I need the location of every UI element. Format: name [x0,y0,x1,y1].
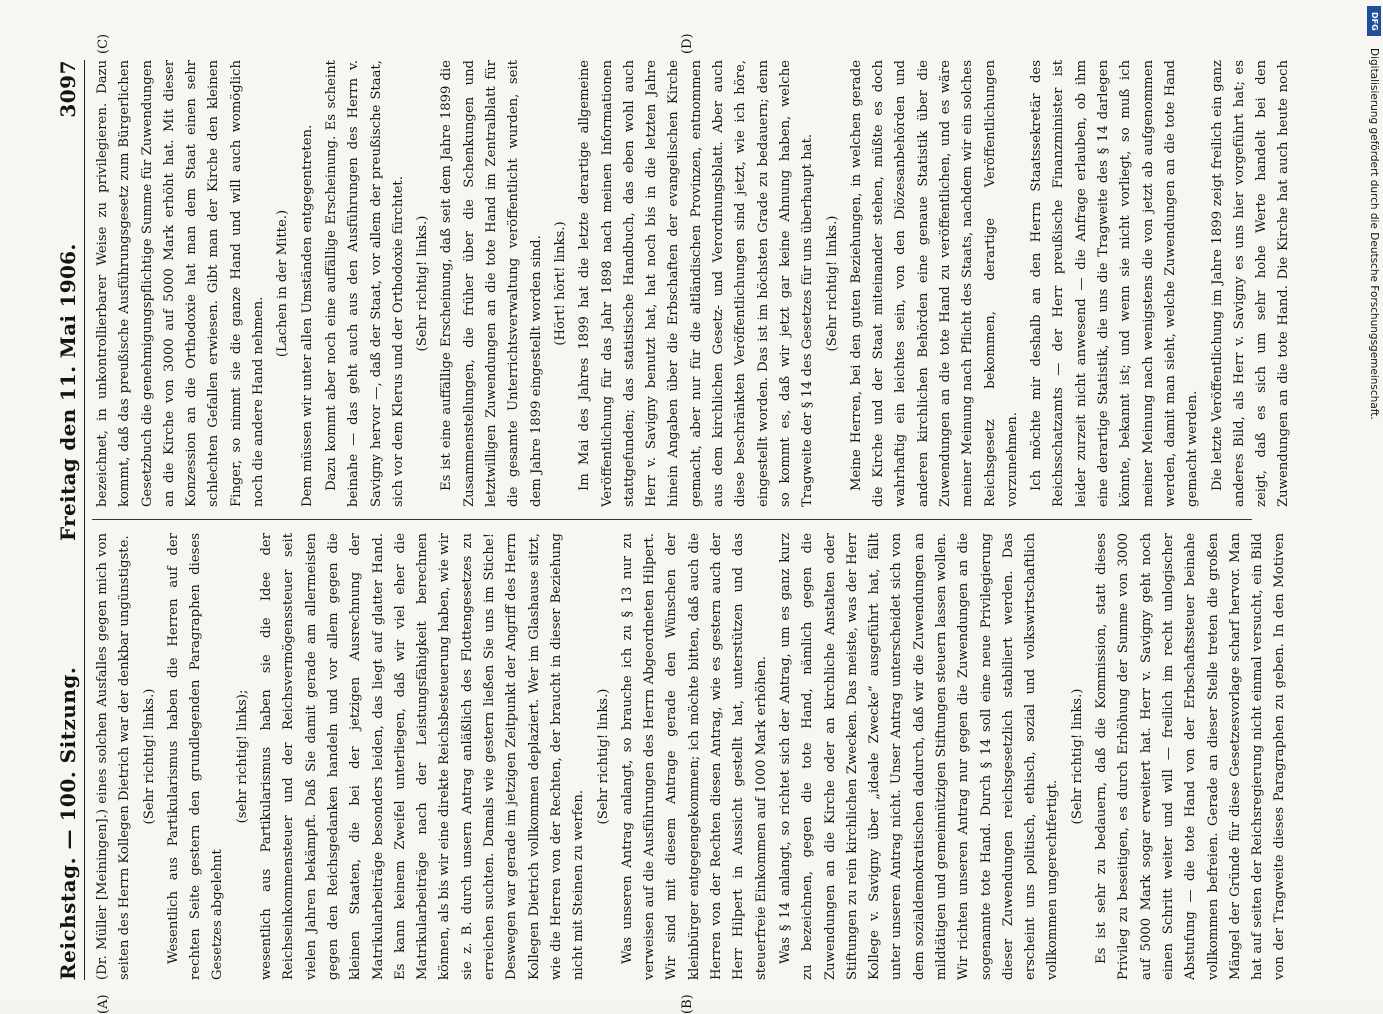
running-head [40,60,85,980]
rotated-page-content [40,20,1340,1014]
paragraph: (Dr. Müller [Meiningen].) eines solchen Ausfalles gegen mich von seiten des Herrn Kollegen Dietrich war der denkbar ungünstigste. [95,533,133,980]
paragraph: Was unseren Antrag anlangt, so brauche ich zu § 13 nur zu verweisen auf die Ausführungen des Herrn Abgeordneten Hilpert. Wir sind mit diesem Antrage gerade den Wünschen der kleinbürger entgegengekommen; ich möchte bitten, daß auch die Herren von der Rechten diesen Antrag, wie es gestern auch der Herr Hilpert in Aussicht gestellt hat, unterstützen und das steuerfreie Einkommen auf 1000 Mark erhöhen. [619,533,769,980]
header-date: Freitag den 11. Mai 1906. [56,243,80,541]
dfg-logo: DFG [1367,6,1381,36]
margin-mark-d: (D) [680,33,695,54]
interjection: (Sehr richtig! links.) [415,215,431,352]
column-right [92,60,1292,507]
interjection: (sehr richtig! links); [234,689,250,824]
header-left: Reichstag. — 100. Sitzung. [56,666,80,980]
page-number: 3097 [56,60,80,118]
paragraph: Dazu kommt aber noch eine auffällige Erscheinung. Es scheint beinahe — das geht auch aus den Ausführungen des Herrn v. Savigny hervor —, daß der Staat, vor allem der preußische Staat, sich vor dem Klerus und der Orthodoxie fürchtet. [323,60,406,507]
margin-mark-c: (C) [96,33,111,54]
paragraph: bezeichnet, in unkontrollierbarer Weise zu privilegieren. Dazu kommt, daß das preußische Ausführungsgesetz zum Bürgerlichen Gesetzbuch die genehmigungspflichtige Summe für Zuwendungen an die Kirche von 3000 auf 5000 Mark erhöht hat. Mit dieser Konzession an die Orthodoxie hat man dem Staat einen sehr schlechten Gefallen erwiesen. Gibt man der Kirche den kleinen Finger, so nimmt sie die ganze Hand und will auch womöglich noch die andere Hand nehmen. [95,60,267,507]
paragraph: wesentlich aus Partikularismus haben sie die Idee der Reichseinkommensteuer und der Reichsvermögenssteuer seit vielen Jahren bekämpft. Daß Sie damit gerade am allermeisten gegen den Reichsgedanken handeln und vor allem gegen die kleinen Staaten, die bei der jetzigen Ausrechnung der Matrikularbeiträge besonders leiden, das liegt auf glatter Hand. Es kann keinem Zweifel unterliegen, daß wir viel eher die Matrikularbeiträge nach der Leistungsfähigkeit berechnen können, als bis wir eine direkte Reichsbesteuerung haben, wie wir sie z. B. durch unsern Antrag anläßlich des Flottengesetzes zu erreichen suchten. Damals wie gestern ließen Sie uns im Stiche! Deswegen war gerade im jetzigen Zeitpunkt der Angriff des Herrn Kollegen Dietrich vollkommen deplaziert. Wer im Glashause sitzt, wie die Herren von der Rechten, der braucht in dieser Beziehung nicht mit Steinen zu werfen. [259,533,587,980]
interjection: (Sehr richtig! links.) [1069,688,1085,825]
paragraph: Dem müssen wir unter allen Umständen entgegentreten. [299,124,315,507]
column-left [92,533,1292,980]
credit-text: Digitalisierung gefördert durch die Deutsche Forschungsgemeinschaft. [1368,48,1380,420]
paragraph: Im Mai des Jahres 1899 hat die letzte derartige allgemeine Veröffentlichung für das Jahr 1898 nach meinen Informationen stattgefunden; das statistische Handbuch, das eben wohl auch Herr v. Savigny benutzt hat, hat noch bis in die letzten Jahre hinein Angaben über die Erbschaften der evangelischen Kirche gemacht, aber nur für die altländischen Provinzen, entnommen aus dem kirchlichen Gesetz- und Verordnungsblatt. Aber auch diese beschränkten Veröffentlichungen sind jetzt, wie ich höre, eingestellt worden. Das ist im höchsten Grade zu bedauern; denn so kommt es, daß wir jetzt gar keine Ahnung haben, welche Tragweite der § 14 des Gesetzes für uns überhaupt hat. [577,60,816,507]
paragraph: Es ist eine auffällige Erscheinung, daß seit dem Jahre 1899 die Zusammenstellungen, die früher über die Schenkungen und letztwilligen Zuwendungen an die tote Hand im Zentralblatt für die gesamte Unterrichtsverwaltung veröffentlicht wurden, seit dem Jahre 1899 eingestellt worden sind. [439,60,544,507]
margin-mark-a: (A) [96,994,111,1014]
paragraph: Wesentlich aus Partikularismus haben die Herren auf der rechten Seite gestern den grundlegenden Paragraphen dieses Gesetzes abgelehnt [165,533,226,980]
paragraph: Es ist sehr zu bedauern, daß die Kommission, statt dieses Privileg zu beseitigen, es durch Erhöhung der Summe von 3000 auf 5000 Mark sogar erweitert hat. Herr v. Savigny geht noch einen Schritt weiter und will — freilich im recht unlogischer Abstufung — die tote Hand von der Erbschaftssteuer beinahe vollkommen befreien. Gerade an dieser Stelle treten die großen Mängel der Gründe für diese Gesetzesvorlage scharf hervor. Man hat auf seiten der Reichsregierung nicht einmal versucht, ein Bild von der Tragweite dieses Paragraphen zu geben. In den Motiven [1094,533,1288,980]
paragraph: Die letzte Veröffentlichung im Jahre 1899 zeigt freilich ein ganz anderes Bild, als Herr v. Savigny es uns hier vorgeführt hat; es zeigt, daß es sich um sehr hohe Werte handelt bei den Zuwendungen an die tote Hand. Die Kirche hat auch heute noch [1209,60,1292,507]
interjection: (Lachen in der Mitte.) [275,209,291,358]
interjection: (Sehr richtig! links.) [595,688,611,825]
interjection: (Sehr richtig! links.) [141,688,157,825]
paragraph: Was § 14 anlangt, so richtet sich der Antrag, um es ganz kurz zu bezeichnen, gegen die tote Hand, nämlich gegen die Zuwendungen an die Kirche oder an kirchliche Anstalten oder Stiftungen zu rein kirchlichen Zwecken. Das meiste, was der Herr Kollege v. Savigny über „ideale Zwecke“ ausgeführt hat, fällt unter unseren Antrag nicht. Unser Antrag unterscheidet sich von dem sozialdemokratischen dadurch, daß wir die Zuwendungen an mildtätigen und gemeinnützigen Stiftungen steuern lassen wollen. Wir richten unseren Antrag nur gegen die Zuwendungen an die sogenannte tote Hand. Durch § 14 soll eine neue Privilegierung dieser Zuwendungen reichsgesetzlich stabiliert werden. Das erscheint uns politisch, ethisch, sozial und volkswirtschaftlich vollkommen ungerechtfertigt. [777,533,1061,980]
interjection: (Sehr richtig! links.) [824,215,840,352]
paragraph: Meine Herren, bei den guten Beziehungen, in welchen gerade die Kirche und der Staat miteinander stehen, müßte es doch wahrhaftig ein leichtes sein, von den Diözesanbehörden und anderen kirchlichen Behörden eine genaue Statistik über die Zuwendungen an die tote Hand zu veröffentlichen, und es wäre meiner Meinung nach Pflicht des Staats, nachdem wir ein solches Reichsgesetz bekommen, derartige Veröffentlichungen vorzunehmen. [848,60,1020,507]
margin-mark-b: (B) [680,994,695,1014]
digitization-credit [1365,6,1381,646]
interjection: (Hört! hört! links.) [552,221,568,346]
text-columns [92,60,1292,980]
paragraph: Ich möchte mir deshalb an den Herrn Staatssekretär des Reichsschatzamts — der Herr preußische Finanzminister ist leider zurzeit nicht anwesend — die Anfrage erlauben, ob ihm eine derartige Statistik, die uns die Tragweite des § 14 darlegen könnte, bekannt ist; und wenn sie nicht vorliegt, so muß ich meiner Meinung nach wenigstens die von jetzt ab aufgenommen werden, damit man sieht, welche Zuwendungen an die tote Hand gemacht werden. [1029,60,1201,507]
